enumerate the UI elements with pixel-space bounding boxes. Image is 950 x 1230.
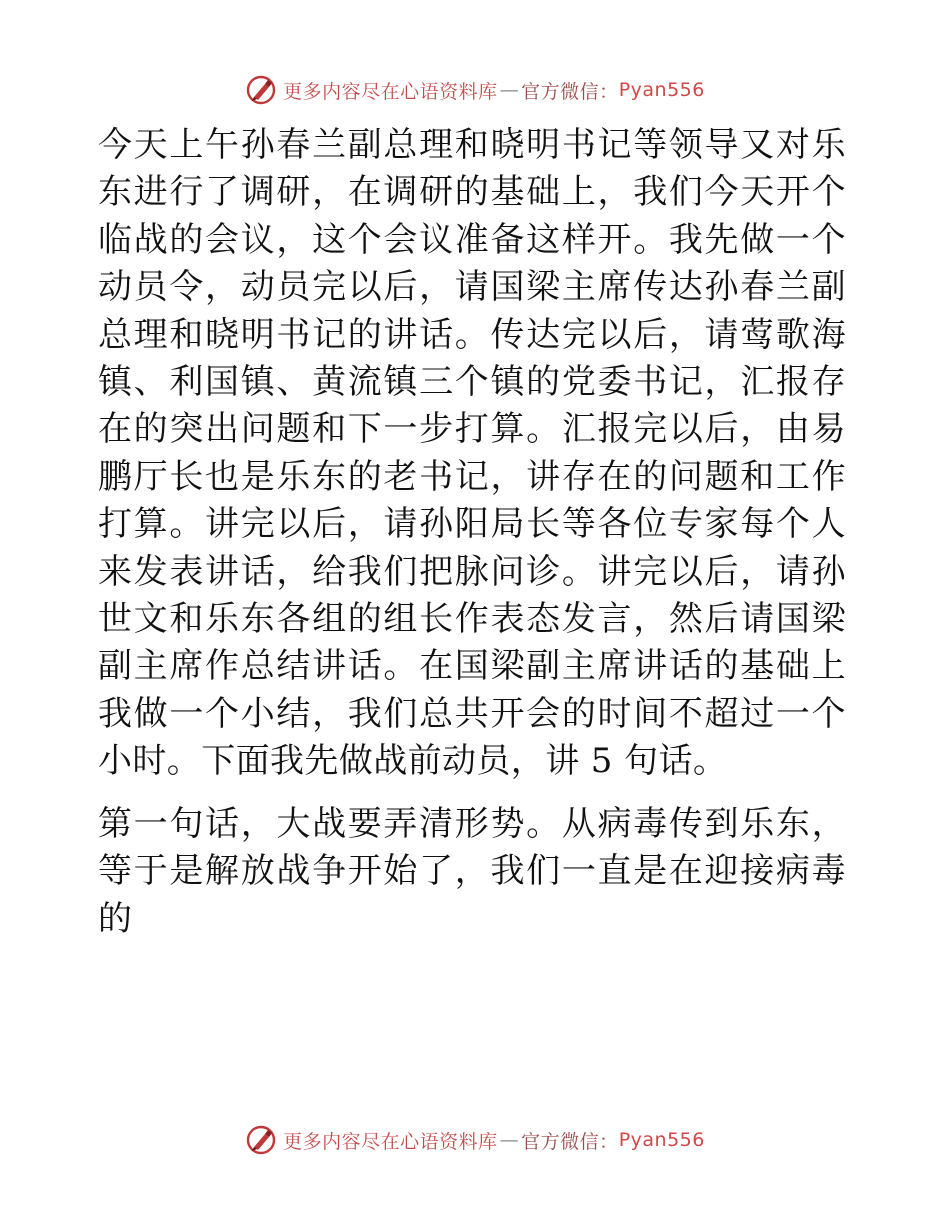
pen-logo-icon xyxy=(245,74,277,106)
watermark-wechat-id: Pyan556 xyxy=(618,1129,705,1151)
paragraph: 今天上午孙春兰副总理和晓明书记等领导又对乐东进行了调研，在调研的基础上，我们今天开个临战的会议，这个会议准备这样开。我先做一个动员令，动员完以后，请国梁主席传达孙春兰副总理和晓明书记的讲话。传达完以后，请莺歌海镇、利国镇、黄流镇三个镇的党委书记，汇报存在的突出问题和下一步打算。汇报完以后，由易鹏厅长也是乐东的老书记，讲存在的问题和工作打算。讲完以后，请孙阳局长等各位专家每个人来发表讲话，给我们把脉问诊。讲完以后，请孙世文和乐东各组的组长作表态发言，然后请国梁副主席作总结讲话。在国梁副主席讲话的基础上我做一个小结，我们总共开会的时间不超过一个小时。下面我先做战前动员，讲 5 句话。 xyxy=(98,125,846,782)
paragraph: 第一句话，大战要弄清形势。从病毒传到乐东，等于是解放战争开始了，我们一直是在迎接病毒的 xyxy=(98,803,846,939)
watermark-official-label: 官方微信： xyxy=(521,1130,619,1153)
watermark-text: 更多内容尽在心语资料库 xyxy=(283,1130,498,1153)
pen-logo-icon xyxy=(245,1124,277,1156)
document-body xyxy=(98,122,846,943)
watermark-footer xyxy=(0,1120,950,1160)
watermark-header xyxy=(0,70,950,110)
watermark-text: 更多内容尽在心语资料库 xyxy=(283,80,498,103)
watermark-dash: — xyxy=(499,79,520,101)
watermark-official-label: 官方微信： xyxy=(521,80,619,103)
watermark-wechat-id: Pyan556 xyxy=(618,79,705,101)
watermark-dash: — xyxy=(499,1129,520,1151)
